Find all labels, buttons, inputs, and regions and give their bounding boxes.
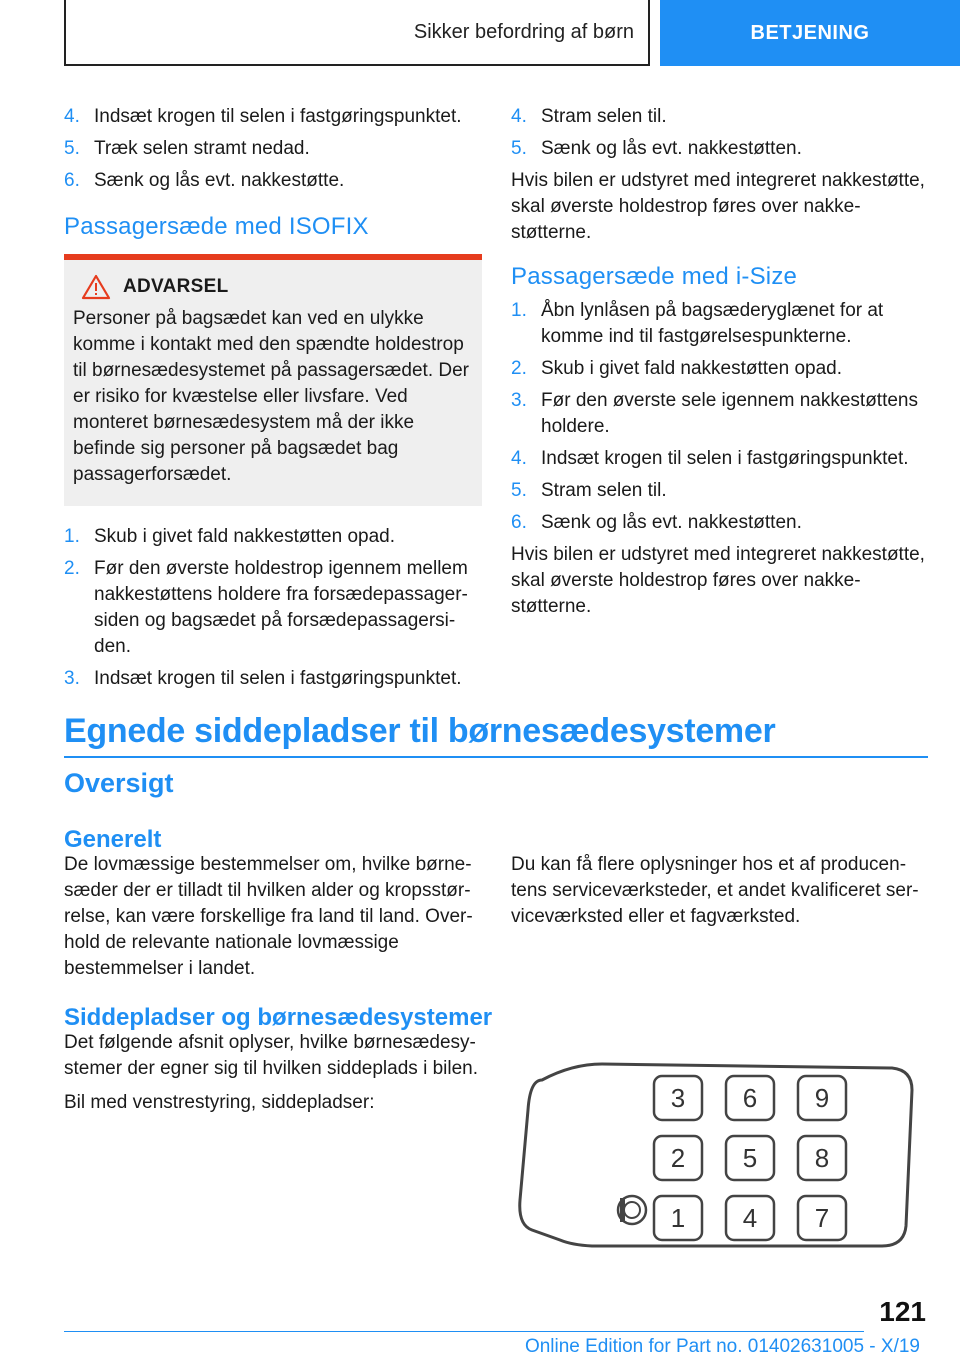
seats-text [64, 1030, 482, 1124]
seat-position-1 [654, 1196, 702, 1240]
headrest-note-2: Hvis bilen er udstyret med integreret nakkestøtte, skal øverste holdestrop føres over nakkestøtterne. [511, 544, 925, 617]
car-outline [520, 1064, 912, 1246]
section-title: Egnede siddepladser til børnesædesystemer [64, 712, 776, 750]
list-item: 5. Stram selen til. [511, 480, 667, 501]
header-right-rule [648, 0, 650, 66]
seat-number: 2 [670, 1143, 686, 1173]
list-item: 4. Indsæt krogen til selen i fastgøringspunktet. [64, 106, 462, 127]
footer-edition: Online Edition for Part no. 01402631005 - X/19 [524, 1336, 920, 1357]
list-item: 3. Før den øverste sele igennem nakkestøttens holdere. [511, 390, 918, 437]
footer-rule [64, 1331, 864, 1332]
seats-paragraph: Det følgende afsnit oplyser, hvilke børnesædesystemer der egner sig til hvilken siddeplads i bilen. [64, 1032, 478, 1079]
seat-number: 6 [742, 1083, 758, 1113]
seats-paragraph-2: Bil med venstrestyring, siddepladser: [64, 1092, 375, 1113]
warning-title: ADVARSEL [123, 276, 229, 297]
headrest-note: Hvis bilen er udstyret med integreret nakkestøtte, skal øverste holdestrop føres over nakkestøtterne. [511, 170, 925, 243]
list-item: 5. Sænk og lås evt. nakkestøtten. [511, 138, 802, 159]
warning-box [64, 254, 482, 506]
seat-number: 1 [670, 1203, 686, 1233]
header-bottom-rule [64, 64, 649, 66]
list-item: 6. Sænk og lås evt. nakkestøtten. [511, 512, 802, 533]
seat-number: 7 [814, 1203, 830, 1233]
isize-heading: Passagersæde med i-Size [511, 263, 798, 290]
overview-heading: Oversigt [64, 768, 174, 798]
list-item: 1. Åbn lynlåsen på bagsæderyglænet for at komme ind til fastgørelsespunkterne. [511, 300, 884, 347]
list-item: 6. Sænk og lås evt. nakkestøtte. [64, 170, 345, 191]
seat-number: 9 [814, 1083, 830, 1113]
left-top-steps [64, 104, 482, 194]
list-item: 4. Indsæt krogen til selen i fastgøringspunktet. [511, 448, 909, 469]
seat-position-9 [798, 1076, 846, 1120]
list-item: 5. Træk selen stramt nedad. [64, 138, 310, 159]
general-text-right: Du kan få flere oplysninger hos et af producentens serviceværksteder, et andet kvalificeret serviceværksted eller et fagværksted. [511, 854, 919, 927]
seat-position-6 [726, 1076, 774, 1120]
header-section-title: Sikker befordring af børn [413, 20, 634, 43]
seat-position-8 [798, 1136, 846, 1180]
seat-number: 3 [670, 1083, 686, 1113]
isize-steps [511, 298, 927, 536]
general-text: De lovmæssige bestemmelser om, hvilke børnesæder der er tilladt til hvilken alder og kropsstørrelse, kan være forskellige fra land til land. Overhold de relevante nationale lovmæssige bestemmelser i landet. [64, 854, 473, 979]
list-item: 1. Skub i givet fald nakkestøtten opad. [64, 526, 396, 547]
header-chapter-tab[interactable]: BETJENING [660, 0, 960, 66]
list-item: 2. Før den øverste holdestrop igennem mellem nakkestøttens holdere fra forsædepassagersiden og bagsædet på forsædepassagersiden. [64, 558, 468, 657]
seat-grid [654, 1076, 846, 1240]
seat-position-7 [798, 1196, 846, 1240]
seat-position-5 [726, 1136, 774, 1180]
seat-number: 5 [742, 1143, 758, 1173]
list-item: 3. Indsæt krogen til selen i fastgøringspunktet. [64, 668, 462, 689]
list-item: 2. Skub i givet fald nakkestøtten opad. [511, 358, 843, 379]
seat-position-3 [654, 1076, 702, 1120]
isofix-heading: Passagersæde med ISOFIX [64, 213, 369, 240]
warning-text: Personer på bagsædet kan ved en ulykke komme i kontakt med den spændte holdestrop til børnesædesystemet på passagersædet. Der er risiko for kvæstelse eller livsfare. Ved monteret børnesædesystem må der ikke befinde sig personer på bagsædet bag passagerforsædet. [73, 308, 470, 485]
isofix-steps [64, 524, 482, 692]
seat-number: 8 [814, 1143, 830, 1173]
seat-position-4 [726, 1196, 774, 1240]
page-number: 121 [879, 1296, 926, 1327]
right-column [511, 104, 927, 628]
seat-number: 4 [742, 1203, 758, 1233]
steering-wheel-icon [618, 1196, 646, 1224]
warning-triangle-icon [81, 274, 111, 300]
section-title-rule [64, 756, 928, 758]
general-heading: Generelt [64, 826, 162, 853]
warning-header [73, 274, 472, 300]
list-item: 4. Stram selen til. [511, 106, 667, 127]
left-column [64, 104, 482, 698]
seating-diagram [512, 1050, 932, 1270]
seats-heading: Siddepladser og børnesædesystemer [64, 1004, 493, 1031]
right-top-steps [511, 104, 927, 162]
seat-position-2 [654, 1136, 702, 1180]
